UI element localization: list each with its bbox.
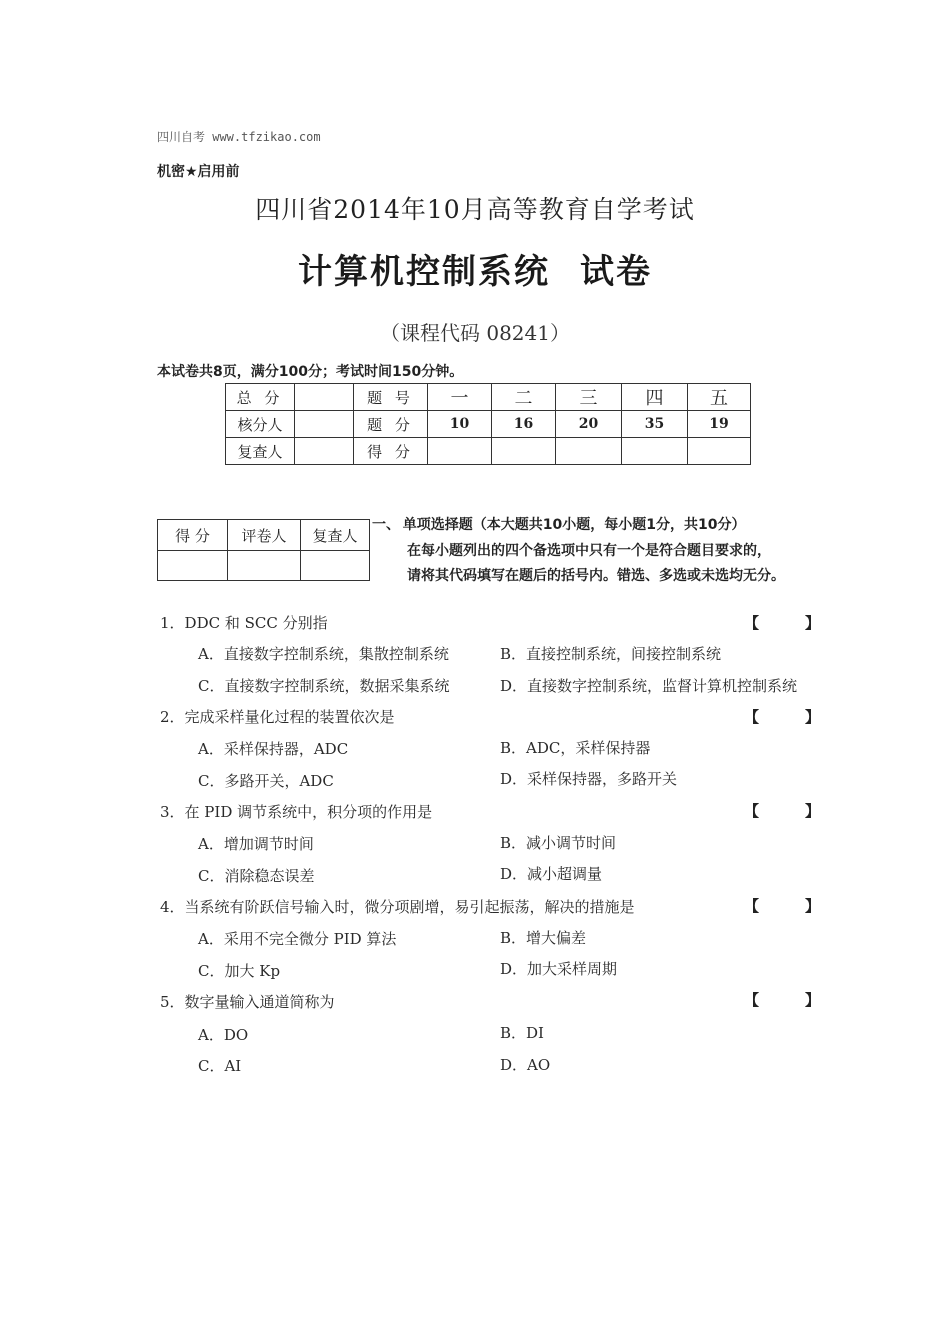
- table-cell: 一: [428, 384, 492, 411]
- table-cell: 核分人: [226, 411, 295, 438]
- option-b: B．增大偏差: [500, 929, 587, 947]
- table-cell: [301, 551, 370, 581]
- table-cell: 总 分: [226, 384, 295, 411]
- paper-title: [0, 244, 950, 293]
- section-title: 单项选择题（本大题共10小题，每小题1分，共10分）: [402, 517, 746, 533]
- option-a: A．直接数字控制系统，集散控制系统: [198, 645, 449, 663]
- bracket-open: 【: [744, 897, 760, 915]
- option-d: D．加大采样周期: [500, 960, 618, 978]
- table-cell: 二: [492, 384, 556, 411]
- option-c: C．加大 Kp: [198, 962, 281, 980]
- table-cell: 三: [556, 384, 622, 411]
- option-c: C．多路开关，ADC: [198, 772, 334, 790]
- course-code: （课程代码 08241）: [380, 321, 570, 345]
- paper-info: 本试卷共8页，满分100分；考试时间150分钟。: [157, 364, 464, 380]
- option-c: C．直接数字控制系统，数据采集系统: [198, 677, 450, 695]
- option-c: C．AI: [198, 1057, 242, 1075]
- bracket-close: 】: [804, 708, 820, 726]
- bracket-close: 】: [804, 897, 820, 915]
- table-cell: 评卷人: [228, 520, 301, 551]
- bracket-open: 【: [744, 991, 760, 1009]
- option-a: A．DO: [198, 1026, 249, 1044]
- table-cell: 五: [688, 384, 751, 411]
- table-cell: [295, 411, 354, 438]
- paper-title-suffix: 试卷: [580, 252, 652, 292]
- table-cell: 得 分: [354, 438, 428, 465]
- table-row: [226, 411, 751, 438]
- table-cell: [492, 438, 556, 465]
- option-b: B．ADC，采样保持器: [500, 739, 651, 757]
- table-cell: 复查人: [301, 520, 370, 551]
- section-instruction: 请将其代码填写在题后的括号内。错选、多选或未选均无分。: [407, 568, 785, 584]
- confidential-label: 机密★启用前: [157, 164, 240, 180]
- section-instruction: 在每小题列出的四个备选项中只有一个是符合题目要求的，: [407, 543, 771, 559]
- table-cell: 题 号: [354, 384, 428, 411]
- option-b: B．DI: [500, 1024, 544, 1042]
- option-a: A．采用不完全微分 PID 算法: [198, 930, 397, 948]
- option-d: D．减小超调量: [500, 865, 603, 883]
- option-a: A．增加调节时间: [198, 835, 314, 853]
- table-cell: 10: [428, 411, 492, 438]
- option-d: D．直接数字控制系统，监督计算机控制系统: [500, 677, 798, 695]
- bracket-open: 【: [744, 708, 760, 726]
- bracket-close: 】: [804, 991, 820, 1009]
- question-stem: 5．数字量输入通道简称为: [160, 993, 335, 1011]
- table-cell: 35: [622, 411, 688, 438]
- section-heading: [372, 514, 746, 534]
- table-cell: [622, 438, 688, 465]
- table-cell: [688, 438, 751, 465]
- table-cell: 题 分: [354, 411, 428, 438]
- question-stem: 3．在 PID 调节系统中，积分项的作用是: [160, 803, 433, 821]
- table-cell: [428, 438, 492, 465]
- option-a: A．采样保持器，ADC: [198, 740, 349, 758]
- paper-title-main: 计算机控制系统: [298, 252, 550, 292]
- table-cell: 四: [622, 384, 688, 411]
- exam-title: 四川省2014年10月高等教育自学考试: [255, 195, 695, 224]
- score-summary-table: [225, 383, 751, 465]
- table-row: [226, 384, 751, 411]
- option-d: D．AO: [500, 1056, 551, 1074]
- bracket-close: 】: [804, 614, 820, 632]
- bracket-open: 【: [744, 802, 760, 820]
- option-b: B．减小调节时间: [500, 834, 617, 852]
- option-b: B．直接控制系统，间接控制系统: [500, 645, 722, 663]
- table-cell: [556, 438, 622, 465]
- table-cell: [158, 551, 228, 581]
- table-cell: 20: [556, 411, 622, 438]
- table-cell: 19: [688, 411, 751, 438]
- table-cell: [295, 384, 354, 411]
- table-row: [158, 520, 370, 551]
- question-stem: 1．DDC 和 SCC 分别指: [160, 614, 328, 632]
- bracket-open: 【: [744, 614, 760, 632]
- table-cell: [228, 551, 301, 581]
- question-stem: 2．完成采样量化过程的装置依次是: [160, 708, 395, 726]
- table-cell: 复查人: [226, 438, 295, 465]
- table-cell: [295, 438, 354, 465]
- grader-table: [157, 519, 370, 581]
- watermark: 四川自考 www.tfzikao.com: [157, 130, 321, 144]
- bracket-close: 】: [804, 802, 820, 820]
- option-c: C．消除稳态误差: [198, 867, 315, 885]
- table-row: [226, 438, 751, 465]
- option-d: D．采样保持器，多路开关: [500, 770, 678, 788]
- table-cell: 得 分: [158, 520, 228, 551]
- table-row: [158, 551, 370, 581]
- section-number: 一、: [372, 517, 400, 533]
- table-cell: 16: [492, 411, 556, 438]
- question-stem: 4．当系统有阶跃信号输入时，微分项剧增，易引起振荡，解决的措施是: [160, 898, 635, 916]
